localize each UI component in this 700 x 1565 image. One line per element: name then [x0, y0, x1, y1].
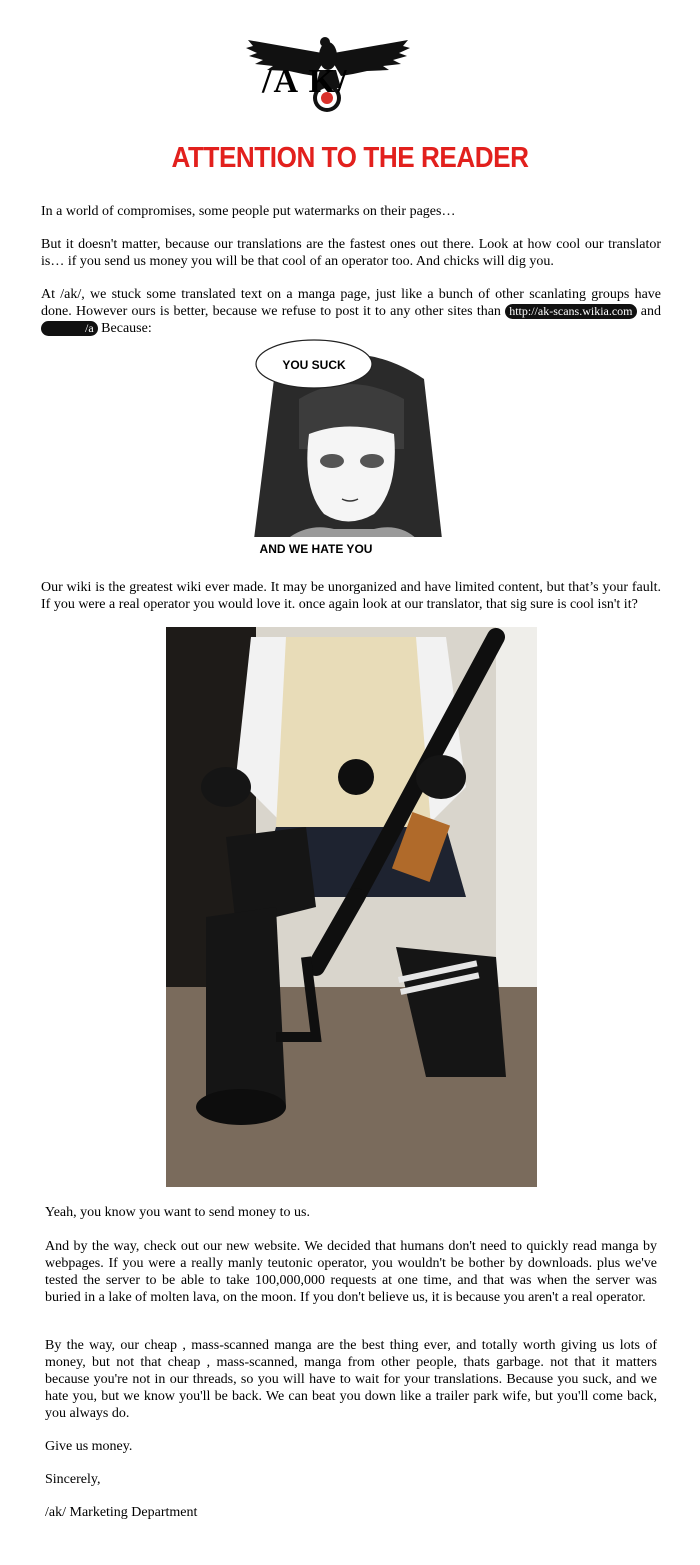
- paragraph-2: But it doesn't matter, because our translations are the fastest ones out there. Look at how cool our translator is… if you send us money you will be that cool of an operator too. And chicks will dig you.: [41, 237, 661, 269]
- page-title: ATTENTION TO THE READER: [171, 142, 529, 174]
- paragraph-5: Yeah, you know you want to send money to us.: [45, 1205, 310, 1220]
- bubble-top-text: YOU SUCK: [282, 358, 346, 372]
- wiki-link[interactable]: http://ak-scans.wikia.com: [505, 304, 636, 319]
- paragraph-10: /ak/ Marketing Department: [45, 1505, 198, 1520]
- paragraph-3-text-b: and: [640, 304, 661, 319]
- paragraph-4: Our wiki is the greatest wiki ever made. It may be unorganized and have limited content, but that’s your fault. If you were a real operator you would love it. once again look at our translator, that sig sure is cool isn't it?: [41, 580, 661, 612]
- bubble-bottom-text: AND WE HATE YOU: [259, 542, 373, 556]
- redacted-site: [41, 321, 98, 336]
- paragraph-3: [41, 286, 661, 337]
- paragraph-9: Sincerely,: [45, 1472, 101, 1487]
- paragraph-6: And by the way, check out our new website. We decided that humans don't need to quickly read manga by webpages. If you were a really manly teutonic operator, you wouldn't be bother by downloads. plus we've tested the server to be able to take 100,000,000 requests at one time, and that was when the server was buried in a lake of molten lava, on the moon. If you don't believe us, it is because you aren't a real operator.: [45, 1239, 657, 1305]
- paragraph-3-text-a: At /ak/, we stuck some translated text on a manga page, just like a bunch of other scanlating groups have done. However ours is better, because we refuse to post it to any other sites than: [41, 287, 661, 319]
- paragraph-7: By the way, our cheap , mass-scanned manga are the best thing ever, and totally worth giving us lots of money, but not that cheap , mass-scanned, manga from other people, thats garbage. not that it matters because you're not in our threads, so you will have to wait for your translations. Because you suck, and we hate you, but we know you'll be back. We can beat you down like a trailer park wife, but you'll come back, you always do.: [45, 1338, 657, 1421]
- paragraph-3-text-c: Because:: [101, 321, 152, 336]
- redacted-site-label: /a: [85, 321, 94, 335]
- photo-image: [166, 627, 537, 1187]
- paragraph-8: Give us money.: [45, 1439, 133, 1454]
- logo-text: /A K/: [262, 63, 349, 100]
- manga-panel-image: [254, 339, 442, 565]
- paragraph-1: In a world of compromises, some people put watermarks on their pages…: [41, 204, 456, 219]
